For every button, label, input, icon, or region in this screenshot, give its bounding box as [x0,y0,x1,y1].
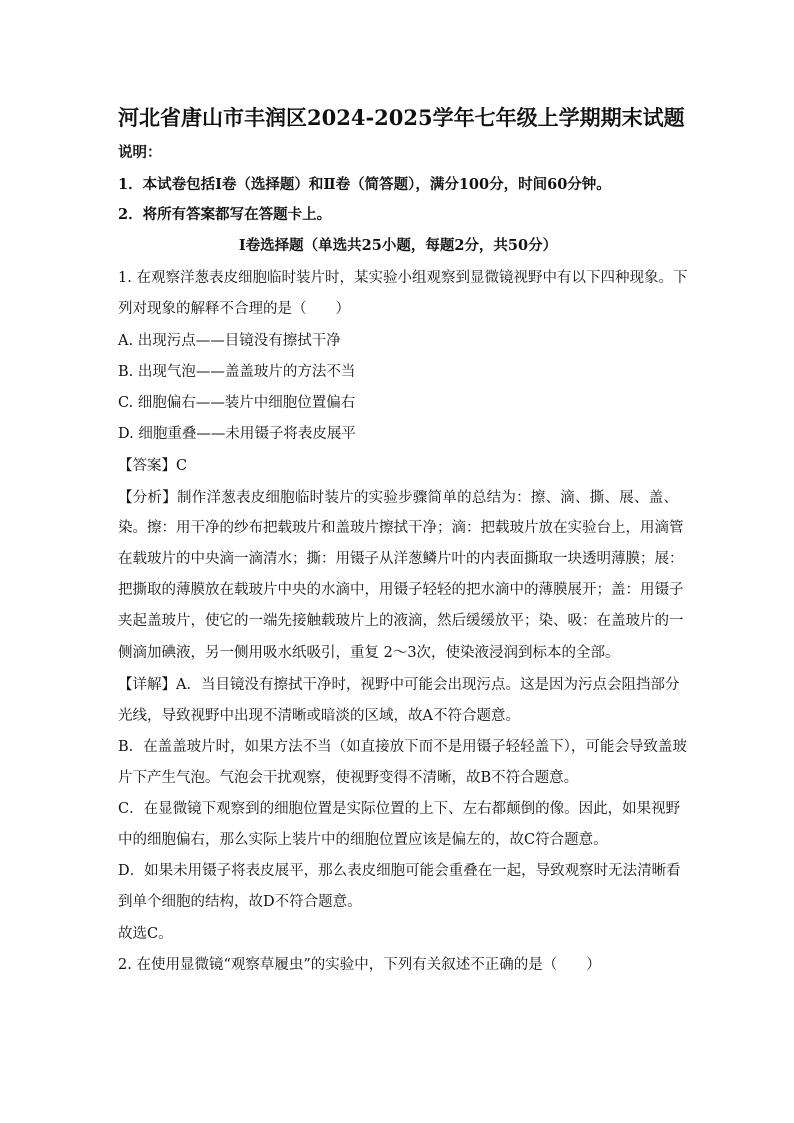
document-title: 河北省唐山市丰润区2024-2025学年七年级上学期期末试题 [118,105,685,130]
detail-line: B．在盖盖玻片时，如果方法不当（如直接放下而不是用镊子轻轻盖下），可能会导致盖玻 [118,739,687,755]
answer-line: 【答案】C [118,458,188,474]
question-stem-line: 1. 在观察洋葱表皮细胞临时装片时，某实验小组观察到显微镜视野中有以下四种现象。下 [118,270,688,286]
detail-line: 到单个细胞的结构，故D不符合题意。 [118,894,362,910]
detail-line: 【详解】A．当目镜没有擦拭干净时，视野中可能会出现污点。这是因为污点会阻挡部分 [118,677,680,693]
detail-line: D．如果未用镊子将表皮展平，那么表皮细胞可能会重叠在一起，导致观察时无法清晰看 [118,863,681,879]
instructions-heading: 说明： [118,144,162,161]
instruction-item: 1．本试卷包括Ⅰ卷（选择题）和Ⅱ卷（简答题），满分100分，时间60分钟。 [118,176,611,193]
question-stem-line: 列对现象的解释不合理的是（ ） [118,301,350,317]
analysis-line: 夹起盖玻片，使它的一端先接触载玻片上的液滴，然后缓缓放平；染、吸：在盖玻片的一 [118,613,684,629]
option-a: A. 出现污点——目镜没有擦拭干净 [118,333,341,349]
section-heading: Ⅰ卷选择题（单选共25小题，每题2分，共50分） [238,237,558,254]
question-stem-line: 2. 在使用显微镜“观察草履虫”的实验中，下列有关叙述不正确的是（ ） [118,957,601,973]
detail-line: 片下产生气泡。气泡会干扰观察，使视野变得不清晰，故B不符合题意。 [118,770,579,786]
analysis-line: 侧滴加碘液，另一侧用吸水纸吸引，重复 2～3次，使染液浸润到标本的全部。 [118,645,620,661]
option-d: D. 细胞重叠——未用镊子将表皮展平 [118,426,356,442]
analysis-line: 染。擦：用干净的纱布把载玻片和盖玻片擦拭干净；滴：把载玻片放在实验台上，用滴管 [118,520,684,536]
conclusion-line: 故选C。 [118,926,173,942]
detail-line: 光线，导致视野中出现不清晰或暗淡的区域，故A不符合题意。 [118,708,520,724]
analysis-line: 在载玻片的中央滴一滴清水；撕：用镊子从洋葱鳞片叶的内表面撕取一块透明薄膜；展： [118,551,684,567]
analysis-line: 【分析】制作洋葱表皮细胞临时装片的实验步骤简单的总结为：擦、滴、撕、展、盖、 [118,490,678,506]
detail-line: C．在显微镜下观察到的细胞位置是实际位置的上下、左右都颠倒的像。因此，如果视野 [118,801,681,817]
instruction-item: 2．将所有答案都写在答题卡上。 [118,206,332,223]
option-c: C. 细胞偏右——装片中细胞位置偏右 [118,395,356,411]
analysis-line: 把撕取的薄膜放在载玻片中央的水滴中，用镊子轻轻的把水滴中的薄膜展开；盖：用镊子 [118,582,684,598]
option-b: B. 出现气泡——盖盖玻片的方法不当 [118,364,356,380]
detail-line: 中的细胞偏右，那么实际上装片中的细胞位置应该是偏左的，故C符合题意。 [118,832,608,848]
